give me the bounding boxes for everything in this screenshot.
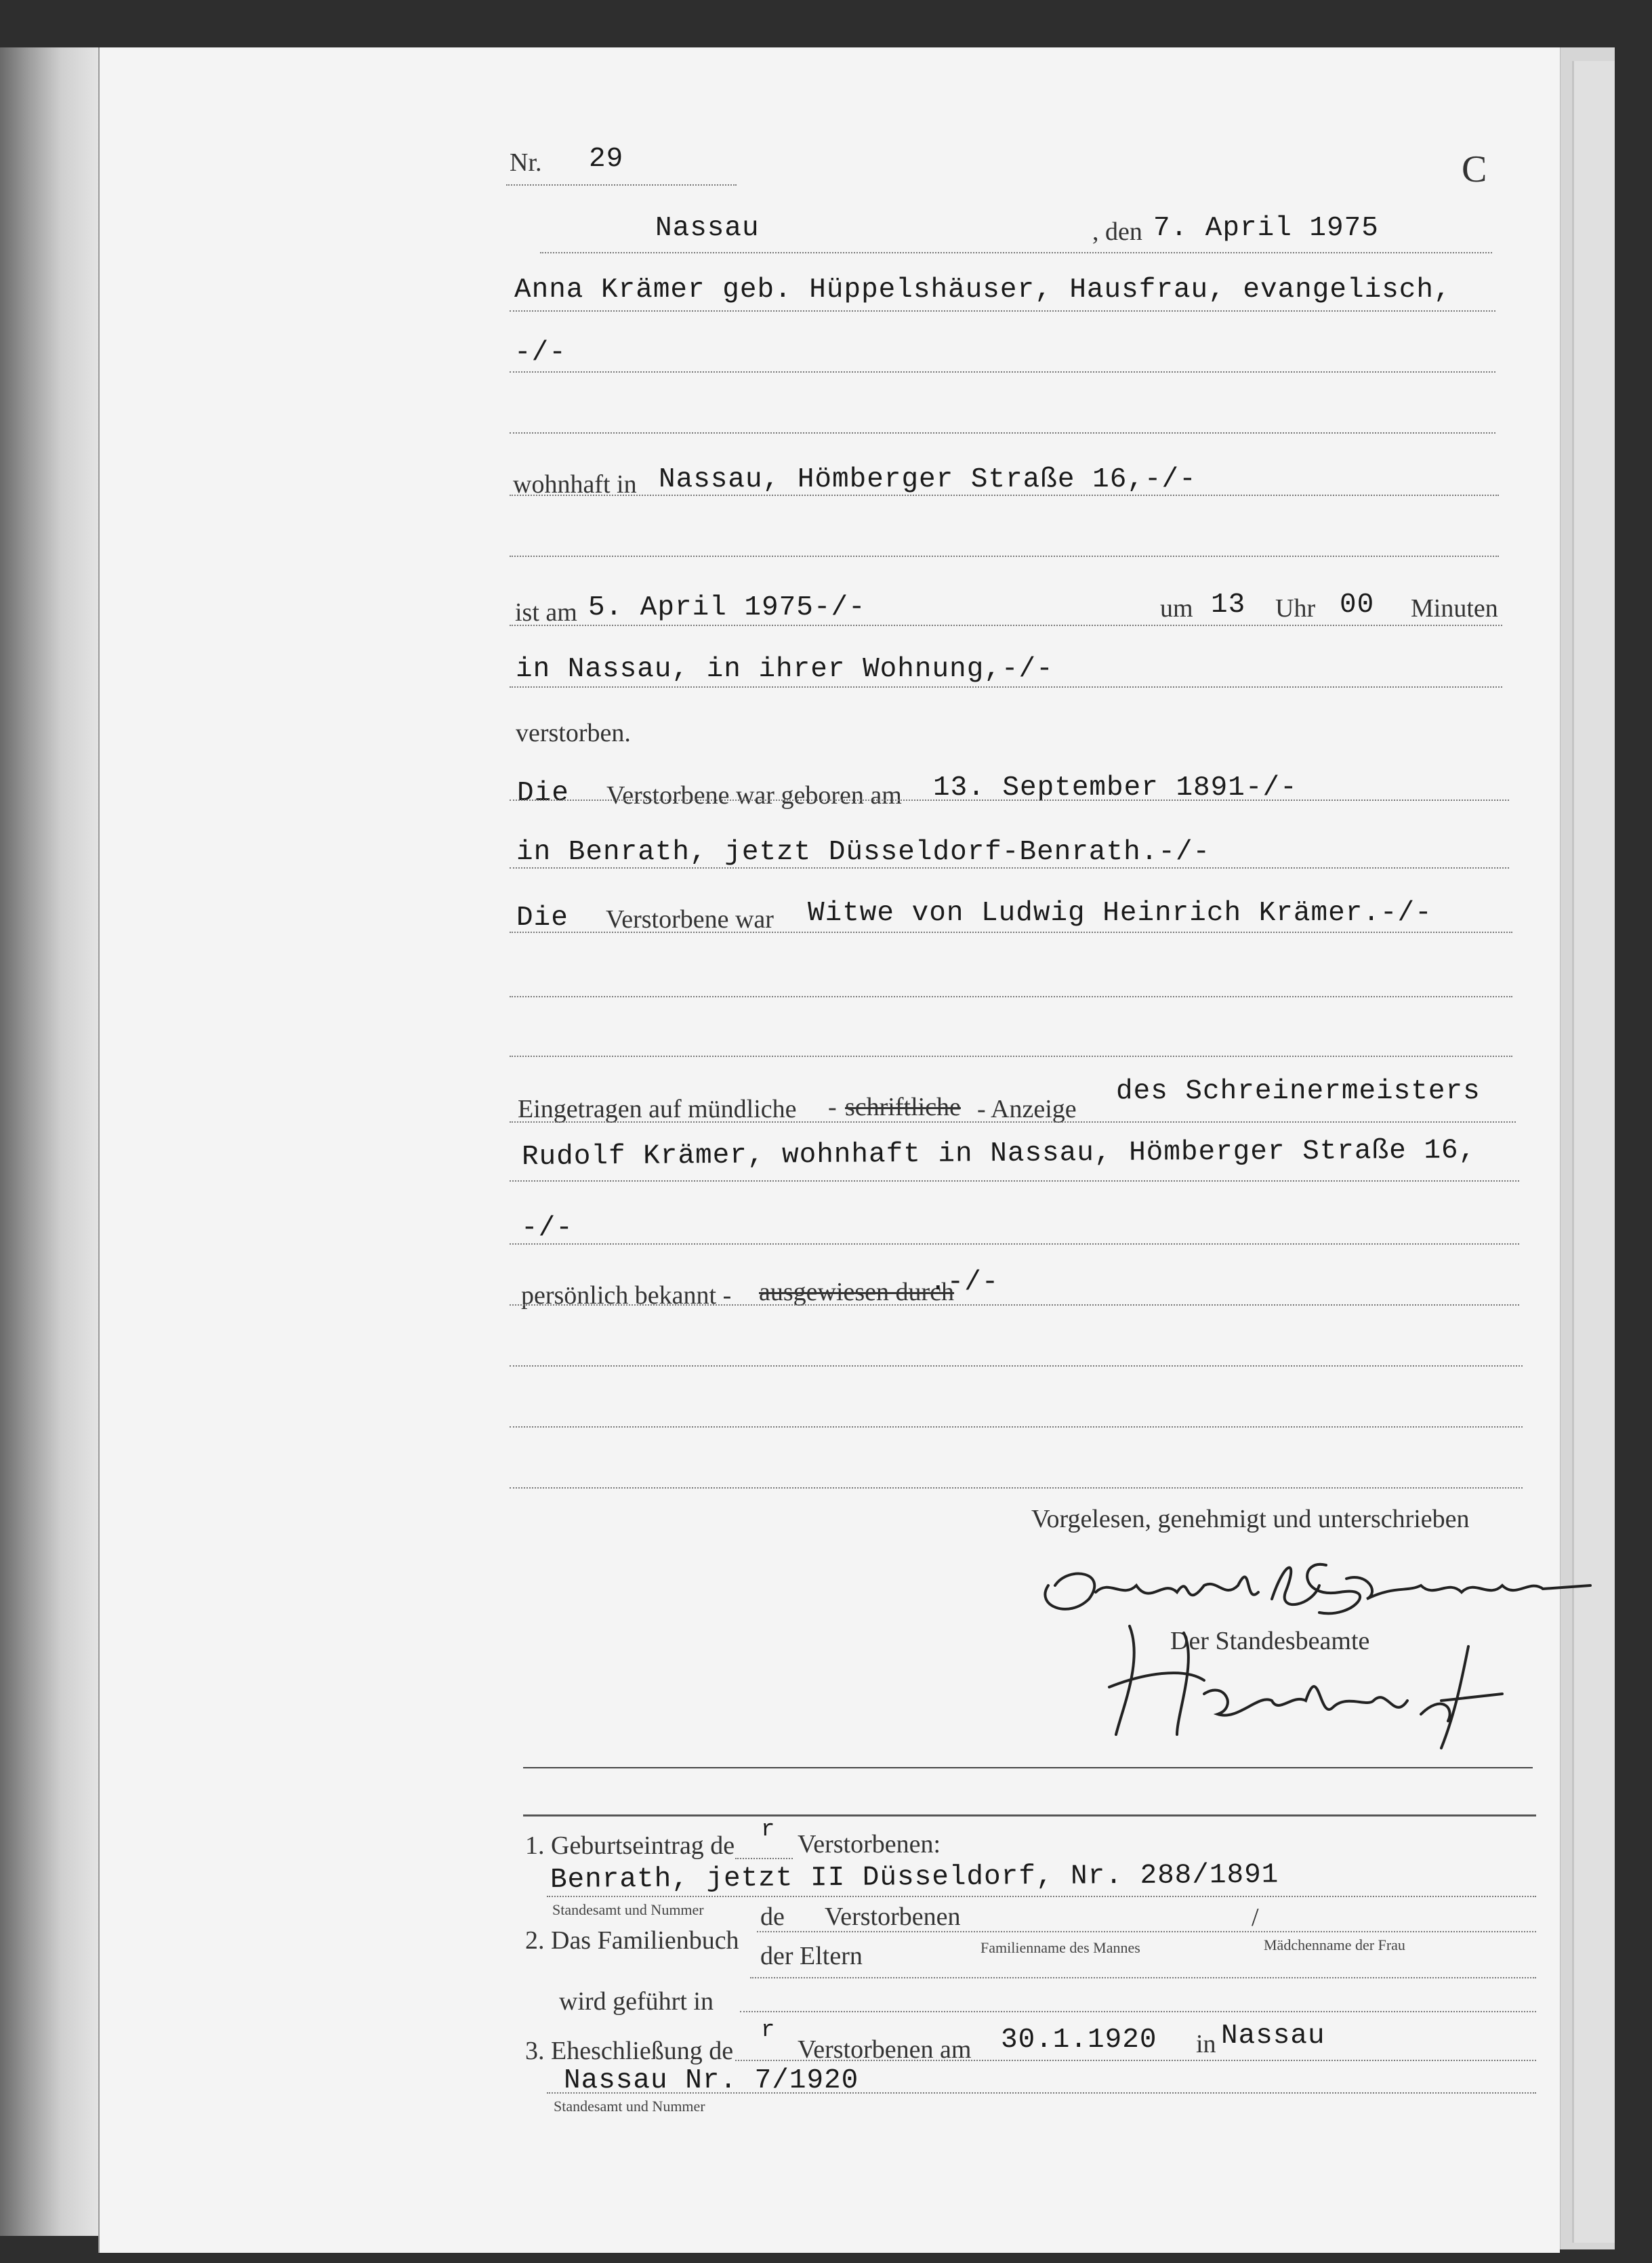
- uhr-label: Uhr: [1275, 594, 1316, 623]
- known-prefix: persönlich bekannt -: [521, 1281, 732, 1310]
- nr-line: [506, 184, 737, 186]
- ist-am-label: ist am: [515, 598, 577, 627]
- death-place: in Nassau, in ihrer Wohnung,-/-: [516, 654, 1054, 685]
- footer-item2-label: 2. Das Familienbuch: [525, 1926, 739, 1955]
- status-value: Witwe von Ludwig Heinrich Krämer.-/-: [808, 898, 1432, 929]
- form-letter: C: [1462, 148, 1487, 190]
- footer-item1-de-rule: [735, 1858, 793, 1859]
- registration-rule-1: [510, 1121, 1516, 1123]
- registrar-label: Der Standesbeamte: [1170, 1627, 1370, 1655]
- signature-rudolf-kraemer: [1028, 1545, 1597, 1626]
- registration-prefix: Eingetragen auf mündliche: [518, 1095, 797, 1123]
- registration-value-2: Rudolf Krämer, wohnhaft in Nassau, Hömberger Straße 16,: [521, 1135, 1477, 1173]
- birth-place-rule: [510, 867, 1509, 869]
- blank-rule-1: [510, 432, 1495, 434]
- footer-item2-kept-label: wird geführt in: [559, 1987, 714, 2016]
- footer-item3-mid: Verstorbenen am: [798, 2035, 972, 2064]
- footer-item1-sup: r: [761, 1817, 776, 1843]
- footer-item3-value-rule: [547, 2092, 1536, 2094]
- known-suffix: .-/-: [930, 1267, 999, 1298]
- footer-item1-suffix: Verstorbenen:: [798, 1830, 941, 1859]
- person-line-1: Anna Krämer geb. Hüppelshäuser, Hausfrau, evangelisch,: [514, 274, 1451, 306]
- footer-item3-in: in: [1196, 2030, 1216, 2058]
- footer-item2-blank-rule: [750, 1977, 1536, 1978]
- residence: Nassau, Hömberger Straße 16,-/-: [659, 464, 1197, 495]
- birth-date-rule: [510, 800, 1509, 801]
- date-line: [540, 252, 1492, 253]
- known-struck: ausgewiesen durch: [759, 1278, 955, 1306]
- signature-rule: [523, 1767, 1533, 1768]
- status-die: Die: [516, 902, 569, 934]
- footer-item3-place: Nassau: [1221, 2020, 1325, 2052]
- registration-value-1: des Schreinermeisters: [1116, 1076, 1481, 1107]
- birth-place: in Benrath, jetzt Düsseldorf-Benrath.-/-: [516, 837, 1211, 868]
- register-page: [98, 47, 1560, 2253]
- registration-value-3: -/-: [521, 1213, 573, 1244]
- place: Nassau: [655, 213, 760, 244]
- footer-item2-value: Verstorbenen: [825, 1903, 961, 1931]
- footer-item1-value: Benrath, jetzt II Düsseldorf, Nr. 288/1891: [550, 1859, 1279, 1896]
- footer-item2-rule: [757, 1931, 1536, 1932]
- birth-die: Die: [517, 778, 569, 809]
- person-line-2-rule: [510, 371, 1495, 373]
- footer-item3-caption: Standesamt und Nummer: [554, 2098, 705, 2115]
- footer-item1-rule: [547, 1896, 1536, 1897]
- registration-anzeige: - Anzeige: [977, 1095, 1077, 1123]
- registration-rule-2: [510, 1180, 1519, 1182]
- residence-label: wohnhaft in: [513, 470, 637, 499]
- death-hour: 13: [1211, 589, 1246, 621]
- footer-divider: [523, 1814, 1536, 1816]
- status-rule: [510, 932, 1512, 933]
- blank-rule-2: [510, 556, 1499, 557]
- um-label: um: [1160, 594, 1193, 623]
- birth-label: Verstorbene war geboren am: [606, 781, 902, 810]
- footer-item1-caption: Standesamt und Nummer: [552, 1901, 704, 1918]
- person-line-2: -/-: [514, 337, 566, 369]
- death-minutes: 00: [1340, 589, 1375, 621]
- footer-item2-caption-a: Familienname des Mannes: [980, 1939, 1140, 1956]
- nr-label: Nr.: [510, 148, 542, 177]
- known-rule: [510, 1304, 1519, 1306]
- registration-dash: -: [828, 1093, 837, 1121]
- status-label: Verstorbene war: [606, 905, 774, 934]
- blank-rule-4: [510, 1056, 1512, 1057]
- footer-item2-eltern: der Eltern: [760, 1942, 863, 1970]
- footer-item3-date: 30.1.1920: [1001, 2025, 1157, 2056]
- nr-value: 29: [589, 144, 624, 175]
- residence-rule: [510, 495, 1499, 496]
- footer-item3-label: 3. Eheschließung de: [525, 2037, 734, 2065]
- signature-registrar: [1102, 1619, 1523, 1755]
- left-page-edge: [0, 47, 102, 2236]
- record-date: 7. April 1975: [1153, 213, 1379, 244]
- blank-rule-5: [510, 1365, 1523, 1367]
- death-date-rule: [510, 625, 1502, 626]
- read-approved-label: Vorgelesen, genehmigt und unterschrieben: [1031, 1505, 1470, 1533]
- footer-item3-rule: [735, 2060, 1536, 2061]
- footer-item3-sup: r: [761, 2018, 776, 2043]
- blank-rule-3: [510, 996, 1512, 997]
- death-date: 5. April 1975-/-: [588, 592, 866, 623]
- footer-item3-value: Nassau Nr. 7/1920: [564, 2065, 859, 2096]
- blank-rule-7: [510, 1487, 1523, 1489]
- page-stack-inner: [1572, 61, 1615, 2243]
- footer-item2-de: de: [760, 1903, 785, 1931]
- den-label: , den: [1092, 217, 1142, 246]
- verstorben-label: verstorben.: [516, 719, 631, 747]
- minuten-label: Minuten: [1411, 594, 1498, 623]
- death-place-rule: [510, 686, 1502, 688]
- footer-item1-label: 1. Geburtseintrag de: [525, 1831, 735, 1860]
- registration-struck: schriftliche: [845, 1093, 961, 1121]
- person-line-1-rule: [510, 310, 1495, 312]
- registration-rule-3: [510, 1243, 1519, 1245]
- birth-date: 13. September 1891-/-: [933, 772, 1298, 804]
- blank-rule-6: [510, 1426, 1523, 1428]
- footer-item2-caption-b: Mädchenname der Frau: [1264, 1936, 1405, 1953]
- footer-item2-kept-rule: [740, 2011, 1536, 2012]
- footer-item2-slash: /: [1252, 1903, 1259, 1932]
